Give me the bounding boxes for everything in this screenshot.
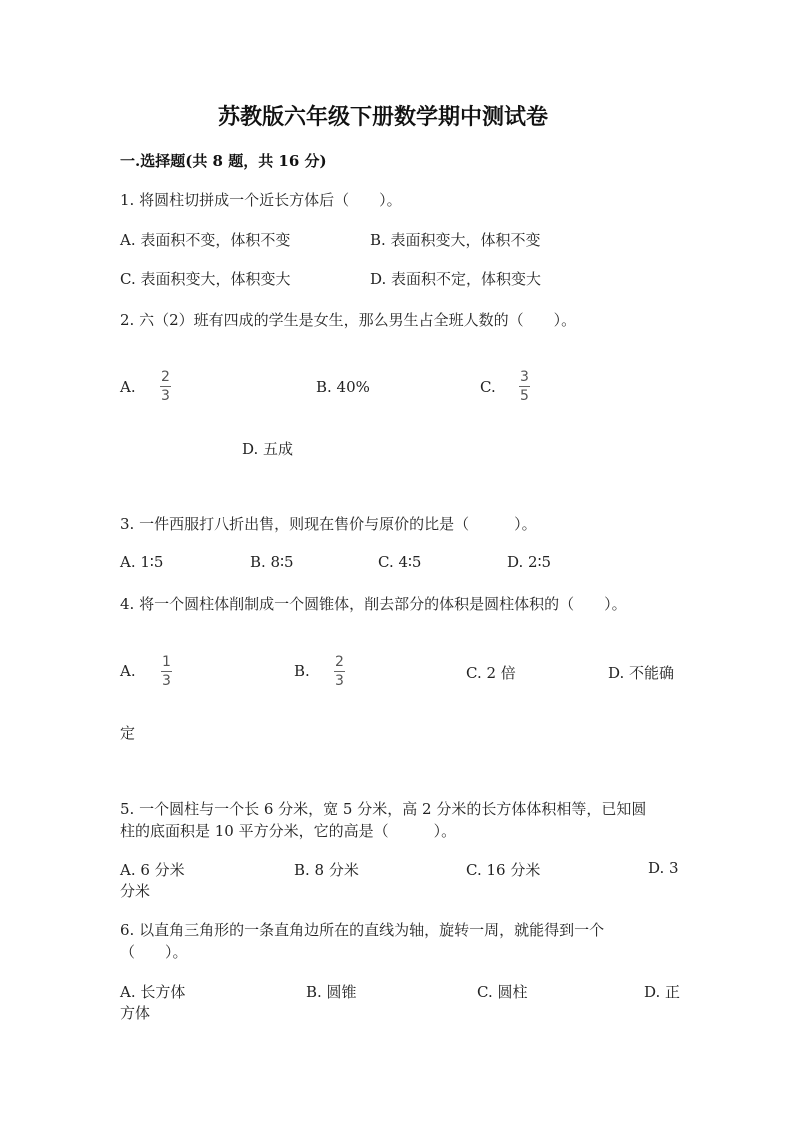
question-2-option-b[interactable]: B. 40% — [316, 378, 370, 396]
question-1-option-b[interactable]: B. 表面积变大，体积不变 — [370, 231, 541, 249]
question-5-stem-line1: 5. 一个圆柱与一个长 6 分米，宽 5 分米，高 2 分米的长方体体积相等，已知圆 — [120, 800, 647, 818]
fraction-numerator: 1 — [162, 654, 171, 670]
question-4-option-b[interactable]: B. — [294, 662, 310, 680]
fraction-denominator: 5 — [520, 388, 529, 404]
question-2-option-c[interactable]: C. — [480, 378, 496, 396]
question-2-fraction-c — [519, 370, 530, 403]
question-1-option-a[interactable]: A. 表面积不变，体积不变 — [120, 231, 291, 249]
question-5-option-d-continued: 分米 — [120, 882, 151, 900]
exam-title: 苏教版六年级下册数学期中测试卷 — [218, 104, 549, 130]
question-2-option-a[interactable]: A. — [120, 378, 136, 396]
question-4-option-c[interactable]: C. 2 倍 — [466, 664, 516, 682]
question-1-option-d[interactable]: D. 表面积不定，体积变大 — [370, 270, 542, 288]
question-3-option-d[interactable]: D. 2∶5 — [507, 553, 552, 571]
fraction-numerator: 3 — [520, 369, 529, 385]
question-6-stem-line2: （ ）。 — [120, 943, 188, 961]
question-3-option-c[interactable]: C. 4∶5 — [378, 553, 422, 571]
question-4-stem: 4. 将一个圆柱体削制成一个圆锥体，削去部分的体积是圆柱体积的（ ）。 — [120, 595, 627, 613]
question-2-stem: 2. 六（2）班有四成的学生是女生，那么男生占全班人数的（ ）。 — [120, 311, 577, 329]
fraction-bar — [160, 386, 171, 387]
question-5-option-d[interactable]: D. 3 — [648, 859, 679, 877]
question-2-fraction-a — [160, 370, 171, 403]
fraction-denominator: 3 — [161, 388, 170, 404]
question-4-option-a[interactable]: A. — [120, 662, 136, 680]
fraction-numerator: 2 — [161, 369, 170, 385]
question-1-stem: 1. 将圆柱切拼成一个近长方体后（ ）。 — [120, 191, 402, 209]
question-2-option-d[interactable]: D. 五成 — [242, 440, 294, 458]
question-6-option-d-continued: 方体 — [120, 1004, 151, 1022]
question-6-option-b[interactable]: B. 圆锥 — [306, 983, 357, 1001]
question-6-stem-line1: 6. 以直角三角形的一条直角边所在的直线为轴，旋转一周，就能得到一个 — [120, 921, 605, 939]
question-4-option-d[interactable]: D. 不能确 — [608, 664, 675, 682]
question-5-option-a[interactable]: A. 6 分米 — [120, 861, 185, 879]
fraction-denominator: 3 — [162, 673, 171, 689]
question-6-option-a[interactable]: A. 长方体 — [120, 983, 186, 1001]
question-1-option-c[interactable]: C. 表面积变大，体积变大 — [120, 270, 291, 288]
question-5-option-c[interactable]: C. 16 分米 — [466, 861, 541, 879]
fraction-bar — [161, 671, 172, 672]
question-4-option-d-continued: 定 — [120, 724, 136, 742]
question-4-fraction-a — [161, 655, 172, 688]
question-3-stem: 3. 一件西服打八折出售，则现在售价与原价的比是（ ）。 — [120, 515, 537, 533]
question-3-option-a[interactable]: A. 1∶5 — [120, 553, 164, 571]
fraction-bar — [519, 386, 530, 387]
fraction-denominator: 3 — [335, 673, 344, 689]
question-6-option-d[interactable]: D. 正 — [644, 983, 681, 1001]
section-heading: 一.选择题(共 8 题，共 16 分) — [120, 152, 327, 170]
fraction-numerator: 2 — [335, 654, 344, 670]
fraction-bar — [334, 671, 345, 672]
question-5-stem-line2: 柱的底面积是 10 平方分米，它的高是（ ）。 — [120, 822, 457, 840]
question-3-option-b[interactable]: B. 8∶5 — [250, 553, 294, 571]
question-5-option-b[interactable]: B. 8 分米 — [294, 861, 359, 879]
question-4-fraction-b — [334, 655, 345, 688]
question-6-option-c[interactable]: C. 圆柱 — [477, 983, 528, 1001]
